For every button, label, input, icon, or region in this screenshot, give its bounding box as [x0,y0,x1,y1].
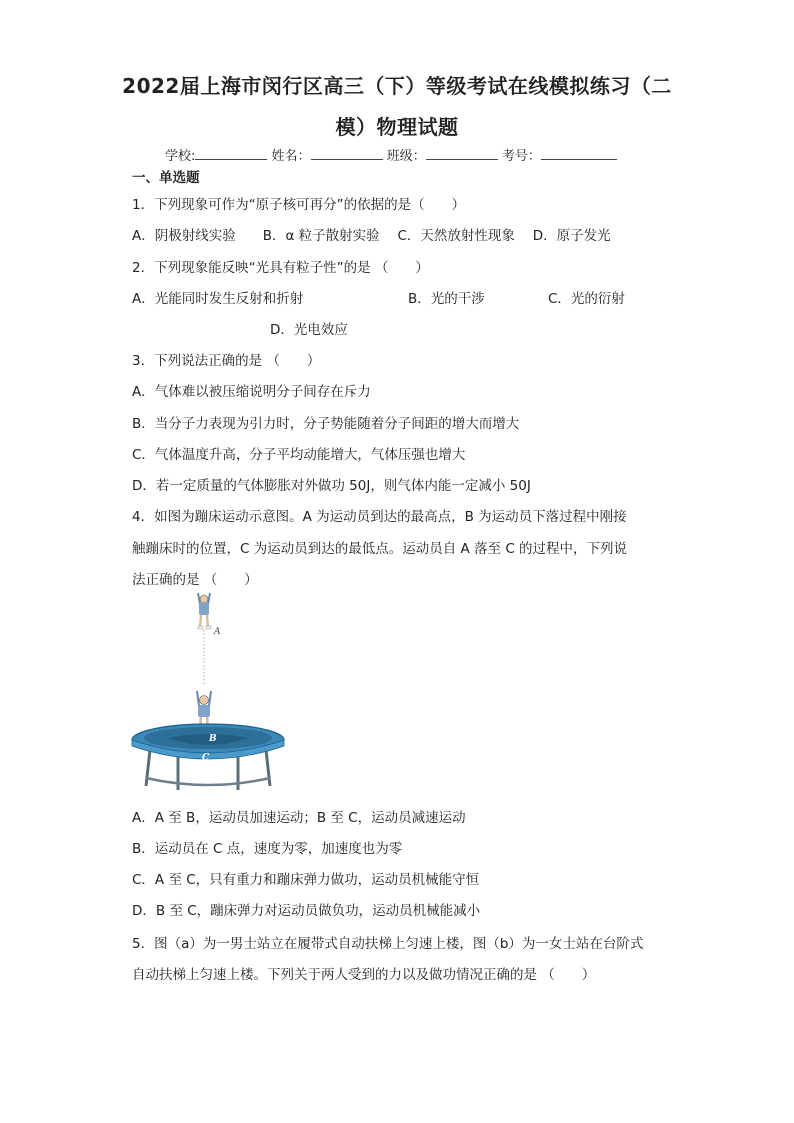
class-label: 班级： [386,149,426,164]
q3-option-d: D．若一定质量的气体膨胀对外做功 50J，则气体内能一定减小 50J [132,478,531,494]
q3-stem: 3．下列说法正确的是 （ ） [132,353,321,369]
q2-stem: 2．下列现象能反映“光具有粒子性”的是 （ ） [132,260,429,276]
label-c: C [202,753,210,763]
trampoline-figure [128,590,288,795]
page-title-line1: 2022届上海市闵行区高三（下）等级考试在线模拟练习（二 [122,74,672,98]
page-title-line2: 模）物理试题 [335,115,459,139]
school-label: 学校: [165,149,196,164]
q4-option-c: C．A 至 C，只有重力和蹦床弹力做功，运动员机械能守恒 [132,872,480,888]
q4-stem-line1: 4．如图为蹦床运动示意图。A 为运动员到达的最高点，B 为运动员下落过程中刚接 [132,509,627,525]
number-blank [541,145,617,160]
athlete-top [198,593,211,629]
q4-option-a: A．A 至 B，运动员加速运动；B 至 C，运动员减速运动 [132,810,466,826]
section-heading: 一、单选题 [132,170,200,186]
q3-option-a: A．气体难以被压缩说明分子间存在斥力 [132,384,371,400]
q4-stem-line3: 法正确的是 （ ） [132,572,258,588]
number-label: 考号： [501,149,541,164]
name-blank [311,145,383,160]
q1-stem: 1．下列现象可作为“原子核可再分”的依据的是（ ） [132,197,466,213]
q4-option-b: B．运动员在 C 点，速度为零，加速度也为零 [132,841,403,857]
student-info [165,145,617,164]
q5-stem-line1: 5．图（a）为一男士站立在履带式自动扶梯上匀速上楼，图（b）为一女士站在台阶式 [132,936,644,952]
q5-stem-line2: 自动扶梯上匀速上楼。下列关于两人受到的力以及做功情况正确的是 （ ） [132,967,596,983]
q2-option-d: D．光电效应 [270,322,348,338]
q2-option-b: B．光的干涉 [408,291,485,307]
q2-option-c: C．光的衍射 [548,291,625,307]
name-label: 姓名： [271,149,311,164]
label-b: B [209,734,217,744]
q3-option-b: B．当分子力表现为引力时，分子势能随着分子间距的增大而增大 [132,416,520,432]
q1-options: A．阴极射线实验 B．α 粒子散射实验 C．天然放射性现象 D．原子发光 [132,228,611,244]
label-a: A [214,627,221,637]
class-blank [426,145,498,160]
q4-option-d: D．B 至 C，蹦床弹力对运动员做负功，运动员机械能减小 [132,903,481,919]
q2-option-a: A．光能同时发生反射和折射 [132,291,304,307]
q3-option-c: C．气体温度升高，分子平均动能增大，气体压强也增大 [132,447,466,463]
school-blank [195,145,267,160]
q4-stem-line2: 触蹦床时的位置，C 为运动员到达的最低点。运动员自 A 落至 C 的过程中，下列说 [132,541,628,557]
